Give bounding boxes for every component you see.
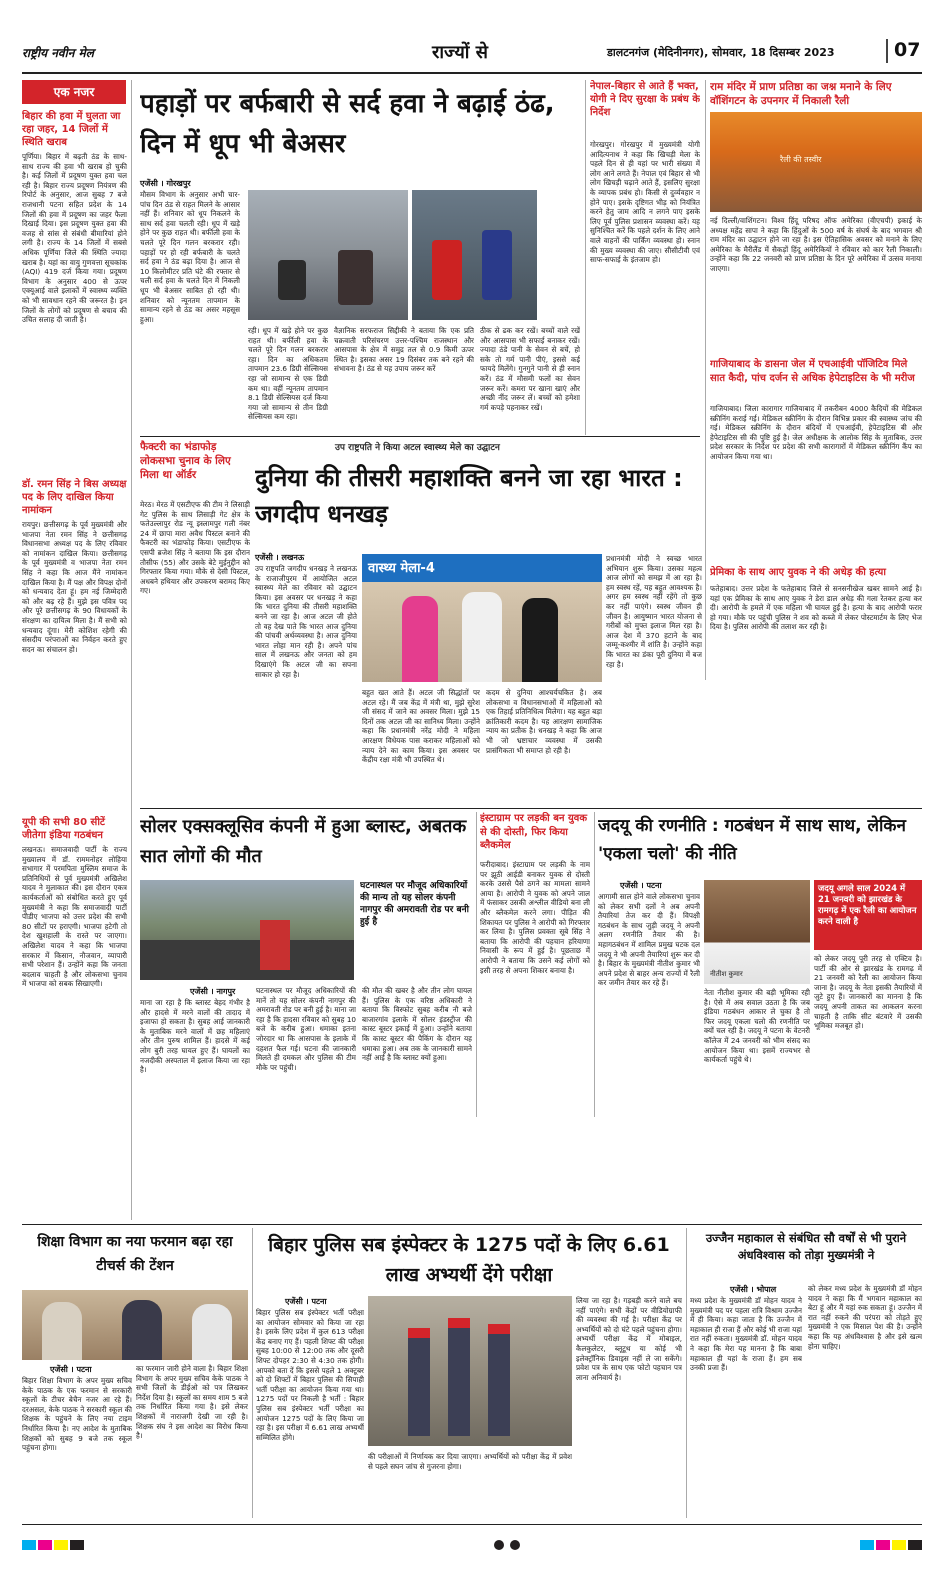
story-ujjain-byline: एजेंसी । भोपाल	[730, 1285, 777, 1294]
police-march-photo	[368, 1296, 572, 1446]
story-teacher-byline: एजेंसी । पटना	[50, 1365, 92, 1374]
story-police-headline: बिहार पुलिस सब इंस्पेक्टर के 1275 पदों के लिए 6.61 लाख अभ्यर्थी देंगे परीक्षा	[268, 1234, 670, 1286]
jdu-callout-text: जदयू अगले साल 2024 में 21 जनवरी को झारखंड के रामगढ़ में एक रैली का आयोजन करने वाली है	[818, 884, 917, 927]
section-rule	[140, 436, 700, 437]
dateline: डालटनगंज (मेदिनीनगर), सोमवार, 18 दिसम्बर 2023	[607, 46, 835, 59]
story-ujjain-col1: मध्य प्रदेश के मुख्यमंत्री डॉ मोहन यादव ने मुख्यमंत्री पद पर पहला रात्रि विश्राम उज्जैन में ही किया। कहा जाता है कि उज्जैन में महाकाल ही राजा हैं और कोई भी राजा यहां रात नहीं रुकता। मुख्यमंत्री डॉ. मोहन यादव ने कहा कि मेरा यह मानना है कि बाबा महाकाल ही यहां के राजा हैं। हम सब उनकी प्रजा हैं।	[690, 1296, 802, 1373]
sidebar-item	[22, 816, 131, 1220]
story-teacher-headline: शिक्षा विभाग का नया फरमान बढ़ा रहा टीचर्स की टेंशन	[37, 1234, 233, 1274]
story-dhankhar-col1: उप राष्ट्रपति जगदीप धनखड़ ने लखनऊ के राजाजीपुरम में आयोजित अटल स्वास्थ्य मेले का रविवार को उद्घाटन किया। इस अवसर पर धनखड़ ने कहा कि भारत दुनिया की तीसरी महाशक्ति बनने जा रहा है। आज अटल जी होते तो वह देख पाते कि भारत आज दुनिया की पांचवी अर्थव्यवस्था है। आज दुनिया भारत लोहा मान रही है। अपने पांच साल में लखनऊ और जनता को हम दिखाएंगे कि अटल जी का सपना साकार हो रहा है।	[255, 564, 357, 679]
story-dhankhar-kicker: उप राष्ट्रपति ने किया अटल स्वास्थ्य मेले का उद्घाटन	[335, 443, 500, 453]
column-rule	[594, 812, 595, 1117]
solar-callout	[360, 880, 476, 980]
color-swatch	[860, 1540, 874, 1550]
story-solar-headline: सोलर एक्सक्लूसिव कंपनी में हुआ ब्लास्ट, अबतक सात लोगों की मौत	[140, 816, 467, 867]
story-ghaziabad-body: गाजियाबाद। जिला कारागार गाजियाबाद में तकरीबन 4000 कैदियों की मेडिकल स्क्रीनिंग कराई गई। मेडिकल स्क्रीनिंग के दौरान विभिन्न प्रकार की स्वास्थ्य जांच की गई। मेडिकल स्क्रीनिंग के दौरान बंदियों में एचआईवी, हेपेटाइटिस बी और हेपेटाइटिस सी की पुष्टि हुई है। जेल अधीक्षक के आलोक सिंह के मुताबिक, उत्तर प्रदेश सरकार के निर्देश पर प्रदेश की सभी कारागारों में मेडिकल स्क्रीनिंग कैंप का आयोजन किया गया था।	[710, 404, 922, 461]
story-dhankhar-col3: कदम से दुनिया आश्चर्यचकित है। अब लोकसभा व विधानसभाओं में महिलाओं को एक तिहाई प्रतिनिधित्व मिलेगा। यह बहुत बड़ा क्रांतिकारी कदम है। यह आरक्षण सामाजिक न्याय का प्रतीक है। धनखड़ ने कहा कि आज भी जो भ्रष्टाचार व्यवस्था में उसकी प्रासंगिकता भी समाप्त हो रही है।	[486, 688, 602, 755]
story-dhankhar-col4: प्रधानमंत्री मोदी ने स्वच्छ भारत अभियान शुरू किया। उसका महत्व आज लोगों को समझ में आ रहा है। हम स्वस्थ रहें, यह बहुत आवश्यक है। अगर हम स्वस्थ नहीं रहेंगे तो कुछ कर नहीं पाएंगे। स्वस्थ जीवन ही जीवन है। आयुष्मान भारत योजना से गरीबों को मुफ्त इलाज मिल रहा है। आज देश में 370 हटाने के बाद जम्मू-कश्मीर में शांति है। उन्होंने कहा कि भारत का डंका पूरी दुनिया में बज रहा है।	[606, 554, 702, 669]
page-number-divider	[886, 39, 888, 63]
story-cold-col1: मौसम विभाग के अनुसार अभी चार-पांच दिन ठंड से राहत मिलने के आसार नहीं हैं। शनिवार को धूप निकलने के साथ सर्द हवा चलती रही। धूप में खड़े होने पर कुछ राहत थी। बर्फीली हवा के चलते पूरे दिन गलन बरकरार रही। पहाड़ों पर हो रही बर्फबारी के चलते सर्द हवा ने ठंड बढ़ा दिया है। आज से 10 किलोमीटर प्रति घंटे की रफ्तार से चली सर्द हवा के चलते दिन में निकली धूप भी बेअसर साबित हो रही थी। शनिवार को न्यूनतम तापमान के सामान्य रहने से ठंड का असर महसूस हुआ।	[140, 190, 240, 324]
story-police-photo-caption: की परीक्षाओं में निर्णायक कर दिया जाएगा। अभ्यर्थियों को परीक्षा केंद्र में प्रवेश से पहले सघन जांच से गुजरना होगा।	[368, 1452, 572, 1471]
story-solar-col2: घटनास्थल पर मौजूद अधिकारियों की मानें तो यह सोलर कंपनी नागपुर की अमरावती रोड पर बनी हुई है। माना जा रहा है कि हादसा रविवार को सुबह 10 बजे के करीब हुआ। धमाका इतना जोरदार था कि आसपास के इलाके में दहशत फैल गई। घटना की जानकारी मिलते ही दमकल और पुलिस की टीम मौके पर पहुंची।	[256, 986, 356, 1072]
column-rule	[252, 1228, 253, 1518]
story-teacher-col2: का फरमान जारी होने वाला है। बिहार शिक्षा विभाग के अपर मुख्य सचिव केके पाठक ने सभी जिलों के डीईओ को पत्र लिखकर निर्देश दिया है। स्कूलों का समय शाम 5 बजे तक निर्धारित किया गया है। इसे लेकर शिक्षकों में नाराजगी देखी जा रही है। शिक्षक संघ ने इस आदेश का विरोध किया है।	[136, 1364, 248, 1441]
story-solar-byline: एजेंसी । नागपुर	[190, 987, 236, 996]
ram-rally-photo	[710, 112, 922, 212]
story-premika-headline: प्रेमिका के साथ आए युवक ने की अधेड़ की हत्या	[710, 567, 886, 578]
story-cold-col4: ठीक से ढक कर रखें। बच्चों वाले रखें और आसपास भी सफाई बनाकर रखें। ज्यादा ठंडे पानी के सेवन से बचें, हो सके तो गर्म पानी पीएं, इससे कई फायदे मिलेंगे। गुनगुने पानी से ही स्नान करें। ठंड में मौसमी फलों का सेवन जरूर करें। कमरा पर खाना खाएं और अच्छी नींद जरूर लें। बच्चों को हमेशा गर्म कपड़े पहनाकर रखें।	[480, 326, 580, 412]
ram-rally-photo-caption: रैली की तस्वीर	[780, 155, 822, 164]
story-jdu-col3: को लेकर जदयू पूरी तरह से एक्टिव है। पार्टी की ओर से झारखंड के रामगढ़ में 21 जनवरी को रैली का आयोजन किया जाना है। जदयू के नेता इसकी तैयारियों में जुटे हुए हैं। जानकारों का मानना है कि जदयू अपनी ताकत का आकलन करना चाहती है ताकि सीट बंटवारे में उसकी भूमिका मजबूत हो।	[814, 954, 922, 1031]
story-nepal-body: गोरखपुर। गोरखपुर में मुख्यमंत्री योगी आदित्यनाथ ने कहा कि खिचड़ी मेला के पहले दिन से ही यहां पर भारी संख्या में लोग आने लगते हैं। नेपाल एवं बिहार से भी लोग खिचड़ी चढ़ाने आते हैं, इसलिए सुरक्षा के व्यापक प्रबंध हो। किसी से दुर्व्यवहार न होने पाए। इसके दृष्टिगत भीड़ को नियंत्रित करने हेतु जाम आदि न लगने पाए इसके लिए पूर्व पुलिस प्रशासन व्यवस्था करें। यह सुनिश्चित करें कि पहले दर्शन के लिए आने वाले वाहनों की पार्किंग व्यवस्था हो। स्नान की मुख्य व्यवस्था की जाए। सीसीटीवी एवं साफ-सफाई के इंतजाम हो।	[590, 140, 700, 265]
story-jdu-headline: जदयू की रणनीति : गठबंधन में साथ साथ, लेकिन 'एकला चलो' की नीति	[598, 816, 906, 864]
story-jdu-byline: एजेंसी । पटना	[620, 881, 662, 890]
section-rule	[140, 808, 922, 809]
story-solar-col3: की मौत की खबर है और तीन लोग घायल हैं। पुलिस के एक वरिष्ठ अधिकारी ने बताया कि विस्फोट सुबह करीब नौ बजे बाजारगांव इलाके में सोलर इंडस्ट्रीज की कास्ट बूस्टर इकाई में हुआ। उन्होंने बताया कि कास्ट बूस्टर की पैकिंग के दौरान यह धमाका हुआ। अब तक के जानकारी सामने नहीं आई है कि ब्लास्ट क्यों हुआ।	[362, 986, 472, 1063]
story-cold-byline: एजेंसी । गोरखपुर	[140, 179, 191, 188]
story-dhankhar-byline: एजेंसी । लखनऊ	[255, 553, 305, 562]
column-rule	[705, 80, 706, 680]
teacher-photo	[22, 1290, 248, 1360]
color-swatch	[892, 1540, 906, 1550]
story-factory-body: मेरठ। मेरठ में एसटीएफ की टीम ने लिसाड़ी गेट पुलिस के साथ लिसाड़ी गेट क्षेत्र के फतेउल्लापुर रोड न्यू इस्लामपुर गली नंबर 24 में छापा मारा अवैध पिस्टल बनाने की फैक्टरी का भंडाफोड़ किया। एसटीएफ के एसपी ब्रजेश सिंह ने बताया कि इस दौरान तौसीफ (55) और उसके बेटे मुईनुद्दीन को गिरफ्तार किया गया। मौके से देसी पिस्टल, अधबने हथियार और उपकरण बरामद किए गए।	[140, 500, 250, 596]
footer-rule	[22, 1524, 922, 1525]
story-jdu-col2: नेता नीतीश कुमार की बड़ी भूमिका रही है। ऐसे में अब सवाल उठता है कि जब इंडिया गठबंधन आकार ले चुका है तो फिर जदयू एकला चलो की रणनीति पर क्यों चल रही है। जदयू ने पटना के वेटनरी कॉलेज में 24 जनवरी को भीम संसद का आयोजन किया था। इसमें राज्यभर से कार्यकर्ता पहुंचे थे।	[704, 988, 810, 1065]
story-premika-body: फतेहाबाद। उत्तर प्रदेश के फतेहाबाद जिले से सनसनीखेज खबर सामने आई है। यहां एक प्रेमिका के साथ आए युवक ने डेरा डाल अधेड़ की गला रेतकर हत्या कर दी। आरोपी के हमले में एक महिला भी घायल हुई है। हत्या के बाद आरोपी फरार हो गया। मौके पर पहुंची पुलिस ने शव को कब्जे में लेकर पोस्टमार्टम के लिए भेज दिया है। पुलिस आरोपी की तलाश कर रही है।	[710, 584, 922, 632]
story-solar-col1: माना जा रहा है कि ब्लास्ट बेहद गंभीर है और हादसे में मरने वालों की तादाद में इजाफा हो सकता है। सुबह आई जानकारी के मुताबिक मरने वालों में छह महिलाएं और तीन पुरुष शामिल हैं। हादसे में कई लोग बुरी तरह घायल हुए हैं। घायलों का नजदीकी अस्पताल में इलाज किया जा रहा है।	[140, 998, 250, 1075]
story-ghaziabad-headline: गाजियाबाद के डासना जेल में एचआईवी पॉजिटिव मिले सात कैदी, पांच दर्जन से अधिक हेपेटाइटिस के भी मरीज	[710, 359, 915, 384]
registration-colors	[22, 1540, 922, 1552]
color-swatch	[22, 1540, 36, 1550]
story-instagram-body: फरीदाबाद। इंस्टाग्राम पर लड़की के नाम पर झूठी आईडी बनाकर युवक से दोस्ती करके उससे पैसे ठगने का मामला सामने आया है। आरोपी ने युवक को अपने जाल में फंसाकर उसकी अश्लील वीडियो बना ली और ब्लैकमेल करने लगा। पीड़ित की शिकायत पर पुलिस ने आरोपी को गिरफ्तार कर लिया है। पुलिस प्रवक्ता सूबे सिंह ने बताया कि आरोपी की पहचान हरियाणा निवासी के रूप में हुई है। पूछताछ में आरोपी ने बताया कि उसने कई लोगों को इसी तरह से अपना शिकार बनाया है।	[480, 860, 590, 975]
sidebar-item-title: बिहार की हवा में घुलता जा रहा जहर, 14 जिलों में स्थिति खराब	[22, 111, 121, 148]
story-ujjain-headline: उज्जैन महाकाल से संबंधित सौ वर्षों से भी पुराने अंधविश्वास को तोड़ा मुख्यमंत्री ने	[705, 1231, 907, 1262]
sidebar-item-body: रायपुर। छत्तीसगढ़ के पूर्व मुख्यमंत्री और भाजपा नेता रमन सिंह ने छत्तीसगढ़ विधानसभा अध्यक्ष पद के लिए रविवार को नामांकन दाखिल किया। छत्तीसगढ़ के पूर्व मुख्यमंत्री व भाजपा नेता रमन सिंह ने कहा कि आज मैंने नामांकन दाखिल किया है। मैं पक्ष और विपक्ष दोनों को धन्यवाद देता हूं। हम नई जिम्मेदारी को और बढ़ रहे हैं। मुझे इस पवित्र पद और पूरे छत्तीसगढ़ के 90 विधायकों के संरक्षण का दायित्व मिला है। मैं सभी को धन्यवाद दूंगा। मेरी कोशिश रहेगी की संसदीय परंपराओं का निर्वहन करते हुए सदन का संचालन हो।	[22, 520, 127, 654]
story-police-col1: बिहार पुलिस सब इंस्पेक्टर भर्ती परीक्षा का आयोजन सोमवार को किया जा रहा है। इसके लिए प्रदेश में कुल 613 परीक्षा केंद्र बनाए गए हैं। पहली शिफ्ट की परीक्षा सुबह 10:00 से 12:00 तक और दूसरी शिफ्ट दोपहर 2:30 से 4:30 तक होगी। आपको बता दें कि इससे पहले 1 अक्टूबर को दो शिफ्टों में बिहार पुलिस की सिपाही भर्ती परीक्षा का आयोजन किया गया था। 1275 पदों पर निकली है भर्ती : बिहार पुलिस सब इंस्पेक्टर भर्ती परीक्षा का आयोजन 1275 पदों के लिए किया जा रहा है। इस परीक्षा में 6.61 लाख अभ्यर्थी सम्मिलित होंगे।	[256, 1308, 364, 1442]
story-cold-headline: पहाड़ों पर बर्फबारी से सर्द हवा ने बढ़ाई ठंढ, दिन में धूप भी बेअसर	[140, 89, 555, 159]
section-title: राज्यों से	[432, 42, 488, 63]
logo: राष्ट्रीय नवीन मेल	[22, 46, 94, 60]
nitish-photo	[704, 880, 810, 984]
column-rule	[476, 812, 477, 1117]
story-dhankhar-headline: दुनिया की तीसरी महाशक्ति बनने जा रहा भारत : जगदीप धनखड़	[255, 464, 683, 528]
story-teacher-col1: बिहार शिक्षा विभाग के अपर मुख्य सचिव केके पाठक के एक फरमान से सरकारी स्कूलों के टीचर बेचैन नजर आ रहे हैं। दरअसल, केके पाठक ने सरकारी स्कूल की शिक्षक के पहुंचने के लिए नया टाइम निर्धारित किया है। नए आदेश के मुताबिक शिक्षकों को सुबह 9 बजे तक स्कूल पहुंचना होगा।	[22, 1376, 132, 1453]
story-cold-col2: रही। धूप में खड़े होने पर कुछ राहत थी। बर्फीली हवा के चलते पूरे दिन गलन बरकरार रहा। दिन का अधिकतम तापमान 23.6 डिग्री सेल्सियस रहा जो सामान्य से एक डिग्री कम था। वहीं न्यूनतम तापमान 8.1 डिग्री सेल्सियस दर्ज किया गया जो सामान्य से तीन डिग्री सेल्सियस कम रहा।	[248, 326, 328, 422]
column-rule	[686, 1228, 687, 1518]
story-dhankhar-col2: बहुत खत आते हैं। अटल जी सिद्धांतों पर अटल रहे। मैं जब केंद्र में मंत्री था, मुझे सुरेश जी संसद में जाने का अवसर मिला। मुझे 15 दिनों तक अटल जी का सानिध्य मिला। उन्होंने कहा कि प्रधानमंत्री नरेंद्र मोदी ने महिला आरक्षण विधेयक पास कराकर महिलाओं को न्याय देने का काम किया। इस अवसर पर केंद्रीय रक्षा मंत्री भी उपस्थित थे।	[362, 688, 480, 765]
sidebar-label: एक नजर	[22, 80, 126, 104]
sidebar-item	[22, 110, 131, 472]
jdu-callout	[814, 880, 922, 950]
sidebar-item-title: डॉ. रमन सिंह ने बिस अध्यक्ष पद के लिए दाखिल किया नामांकन	[22, 479, 127, 516]
story-jdu-col1: आगामी साल होने वाले लोकसभा चुनाव को लेकर सभी दलों ने अब अपनी तैयारियां तेज कर दी हैं। विपक्षी गठबंधन के साथ जुड़ी जदयू ने अपनी अलग रणनीति तैयार की है। महागठबंधन में शामिल प्रमुख घटक दल जदयू ने भी अपनी तैयारियां शुरू कर दी है। बिहार के मुख्यमंत्री नीतीश कुमार भी अपने प्रदेश से बाहर अन्य राज्यों में रैली कर जमीन तैयार कर रहे हैं।	[598, 892, 700, 988]
story-police-byline: एजेंसी । पटना	[285, 1297, 327, 1306]
story-factory-headline: फैक्टरी का भंडाफोड़ लोकसभा चुनाव के लिए मिला था ऑर्डर	[140, 441, 231, 481]
header-rule	[22, 72, 922, 74]
color-swatch	[54, 1540, 68, 1550]
sidebar-item	[22, 478, 131, 810]
sidebar-item-body: पूर्णिया। बिहार में बढ़ती ठंड के साथ-साथ राज्य की हवा भी खराब हो चुकी है। कई जिलों में प्रदूषण युक्त हवा चल रही है। बिहार राज्य प्रदूषण नियंत्रण की रिपोर्ट के अनुसार, आज सुबह 7 बजे राजधानी पटना सहित प्रदेश के 14 जिलों की हवा में प्रदूषण का जहर फैला दिखाई दिया। इस प्रदूषण युक्त हवा की वजह से सांस से संबंधी बीमारियां होने लगी है। राज्य के 14 जिलों में सबसे अधिक पूर्णिया जिले की स्थिति ज्यादा खराब है। यहां का वायु गुणवत्ता सूचकांक (AQI) 419 दर्ज किया गया। प्रदूषण विभाग के अनुसार 400 से ऊपर एक्यूआई वाले इलाकों में स्वास्थ्य व्यक्ति को भी सावधान रहने की जरूरत है। इन जिलों के लोगों को प्रदूषण से बचाव की उचित सलाह दी जाती है।	[22, 152, 127, 325]
story-nepal-headline: नेपाल-बिहार से आते हैं भक्त, योगी ने दिए सुरक्षा के प्रबंध के निर्देश	[590, 81, 700, 118]
mela-photo	[362, 554, 602, 682]
blast-site-photo	[140, 880, 354, 980]
color-swatch	[70, 1540, 84, 1550]
color-swatch	[876, 1540, 890, 1550]
registration-dot	[510, 1540, 520, 1550]
story-cold-col3: वैज्ञानिक सरफराज सिद्दीकी ने बताया कि एक प्रति चक्रवाती परिसंचरण उत्तर-पश्चिम राजस्थान और आसपास के क्षेत्र में समुद्र तल से 0.9 किमी ऊपर स्थित है। इसका असर 19 दिसंबर तक बने रहने की संभावना है। ठंड से यह उपाय जरूर करें	[334, 326, 474, 374]
section-rule	[22, 1224, 922, 1225]
commuters-photo	[412, 190, 537, 320]
mela-banner-text: वास्थ्य मेला-4	[368, 561, 435, 576]
sidebar-item-title: यूपी की सभी 80 सीटें जीतेगा इंडिया गठबंधन	[22, 817, 105, 841]
fog-photo	[248, 190, 408, 320]
solar-callout-text: घटनास्थल पर मौजूद अधिकारियों की मान्य तो यह सोलर कंपनी नागपुर की अमरावती रोड पर बनी हुई है	[360, 881, 469, 927]
registration-dot	[494, 1540, 504, 1550]
story-instagram-headline: इंस्टाग्राम पर लड़की बन युवक से की दोस्ती, फिर किया ब्लैकमेल	[480, 813, 588, 851]
color-swatch	[38, 1540, 52, 1550]
nitish-photo-caption: नीतीश कुमार	[710, 970, 743, 978]
story-ram-headline: राम मंदिर में प्राण प्रतिष्ठा का जश्न मनाने के लिए वॉशिंगटन के उपनगर में निकाली रैली	[710, 81, 892, 107]
story-ram-body: नई दिल्ली/वाशिंगटन। विश्व हिंदू परिषद ऑफ अमेरिका (वीएचपी) इकाई के अध्यक्ष महेंद्र सापा ने कहा कि हिंदुओं के 500 वर्ष के संघर्ष के बाद भगवान श्री राम मंदिर का उद्घाटन होने जा रहा है। इस ऐतिहासिक अवसर को मनाने के लिए अमेरिका के मैरीलैंड में सैकड़ों हिंदू अमेरिकियों ने रविवार को कार रैली निकाली। उन्होंने कहा कि 22 जनवरी को प्राण प्रतिष्ठा के दिन पूरे अमेरिका में उत्सव मनाया जाएगा।	[710, 216, 922, 273]
story-police-col2: लिया जा रहा है। गड़बड़ी करने वाले बच नहीं पाएंगे। सभी केंद्रों पर वीडियोग्राफी की व्यवस्था की गई है। परीक्षा केंद्र पर अभ्यर्थियों को दो घंटे पहले पहुंचना होगा। अभ्यर्थी परीक्षा केंद्र में मोबाइल, कैलकुलेटर, ब्लूटूथ या कोई भी इलेक्ट्रॉनिक डिवाइस नहीं ले जा सकेंगे। प्रवेश पत्र के साथ एक फोटो पहचान पत्र लाना अनिवार्य है।	[576, 1296, 682, 1382]
page-number: 07	[894, 39, 921, 61]
sidebar	[22, 80, 132, 1220]
sidebar-item-body: लखनऊ। समाजवादी पार्टी के राज्य मुख्यालय में डॉ. राममनोहर लोहिया सभागार में परमपिता मुस्लिम समाज के प्रतिनिधियों से पूर्व मुख्यमंत्री अखिलेश यादव ने मुलाकात की। इस दौरान एकत्र कार्यकर्ताओं को संबोधित करते हुए पूर्व मुख्यमंत्री ने कहा कि समाजवादी पार्टी पीडीए भाजपा को उत्तर प्रदेश की सभी 80 सीटों पर हराएगी। भाजपा हटेगी तो देश खुशहाली के रास्ते पर जाएगा। अखिलेश यादव ने कहा कि भाजपा सरकार में किसान, नौजवान, व्यापारी सभी परेशान हैं। उन्होंने कहा कि जनता बदलाव चाहती है और लोकसभा चुनाव में भाजपा को सबक सिखाएगी।	[22, 845, 127, 989]
color-swatch	[908, 1540, 922, 1550]
story-ujjain-col2: को लेकर मध्य प्रदेश के मुख्यमंत्री डॉ मोहन यादव ने कहा कि मैं भगवान महाकाल का बेटा हूं और मैं यहां रुक सकता हूं। उज्जैन में रात नहीं रुकने की परंपरा को तोड़ते हुए मुख्यमंत्री ने एक मिसाल पेश की है। उन्होंने कहा कि यह अंधविश्वास है और इसे खत्म होना चाहिए।	[808, 1284, 922, 1351]
masthead	[22, 36, 922, 68]
column-rule	[585, 80, 586, 435]
